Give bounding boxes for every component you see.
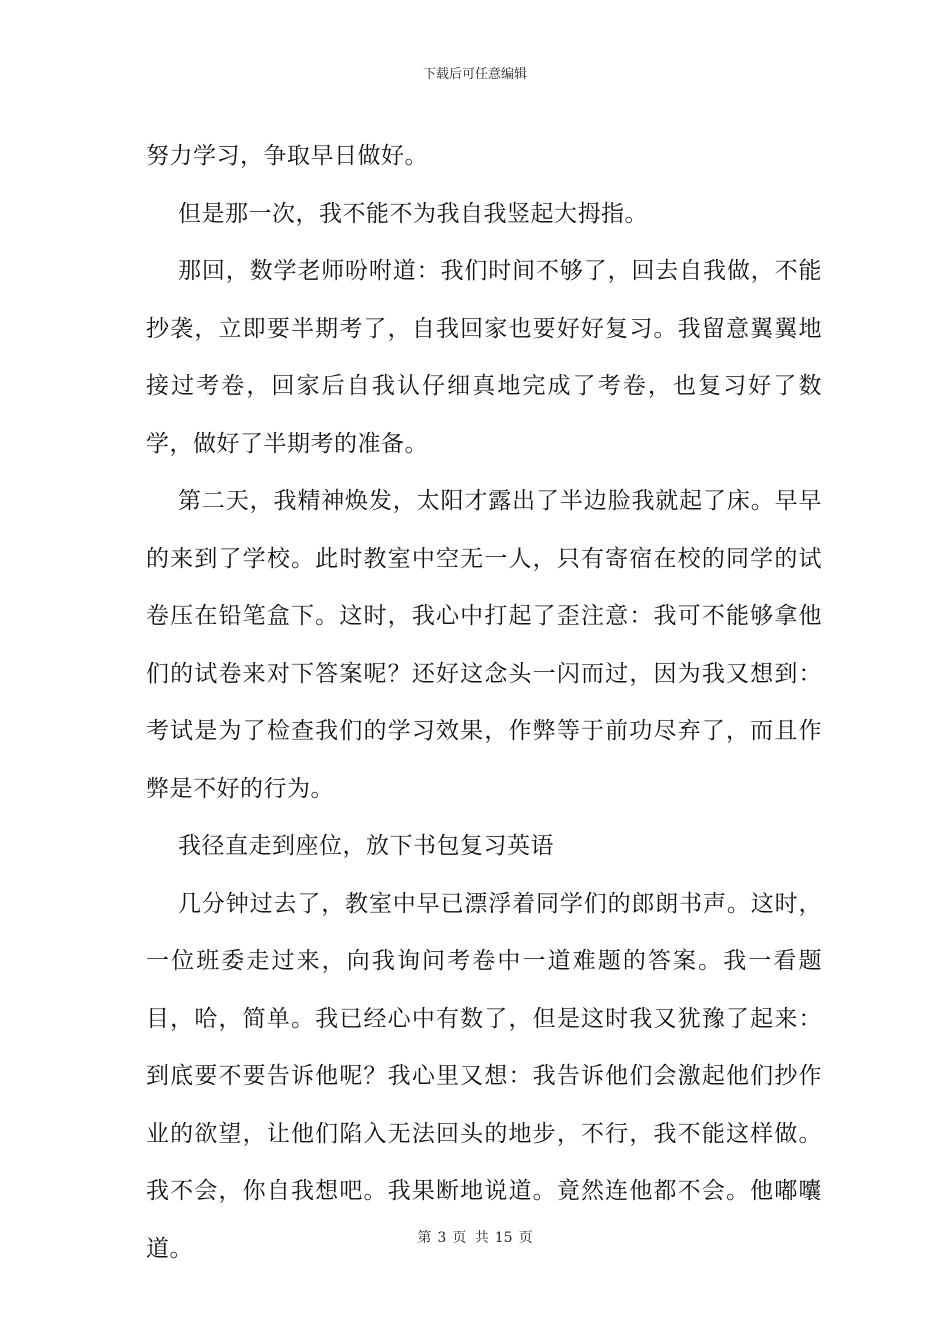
footer-middle: 页 共 — [452, 1230, 489, 1246]
paragraph-1: 努力学习，争取早日做好。 — [146, 143, 428, 169]
paragraph-3: 那回，数学老师吩咐道：我们时间不够了，回去自我做，不能抄袭，立即要半期考了，自我回家也要好好复习。我留意翼翼地接过考卷，回家后自我认仔细真地完成了考卷，也复习好了数学，做好了半期考的准备。 — [146, 258, 822, 457]
footer-suffix: 页 — [518, 1230, 533, 1246]
paragraph-5: 我径直走到座位，放下书包复习英语 — [178, 833, 554, 859]
document-body — [146, 128, 822, 1278]
page-footer — [0, 1228, 950, 1248]
footer-page-number: 3 — [437, 1230, 447, 1246]
footer-prefix: 第 — [417, 1230, 432, 1246]
footer-total-pages: 15 — [494, 1230, 513, 1246]
paragraph-6: 几分钟过去了，教室中早已漂浮着同学们的郎朗书声。这时，一位班委走过来，向我询问考卷中一道难题的答案。我一看题目，哈，简单。我已经心中有数了，但是这时我又犹豫了起来：到底要不要告诉他呢？我心里又想：我告诉他们会激起他们抄作业的欲望，让他们陷入无法回头的地步，不行，我不能这样做。我不会，你自我想吧。我果断地说道。竟然连他都不会。他嘟囔道。 — [146, 890, 822, 1262]
page-header: 下载后可任意编辑 — [422, 67, 527, 82]
paragraph-2: 但是那一次，我不能不为我自我竖起大拇指。 — [178, 200, 648, 227]
paragraph-4: 第二天，我精神焕发，太阳才露出了半边脸我就起了床。早早的来到了学校。此时教室中空无一人，只有寄宿在校的同学的试卷压在铅笔盒下。这时，我心中打起了歪注意：我可不能够拿他们的试卷来对下答案呢？还好这念头一闪而过，因为我又想到：考试是为了检查我们的学习效果，作弊等于前功尽弃了，而且作弊是不好的行为。 — [146, 488, 822, 802]
